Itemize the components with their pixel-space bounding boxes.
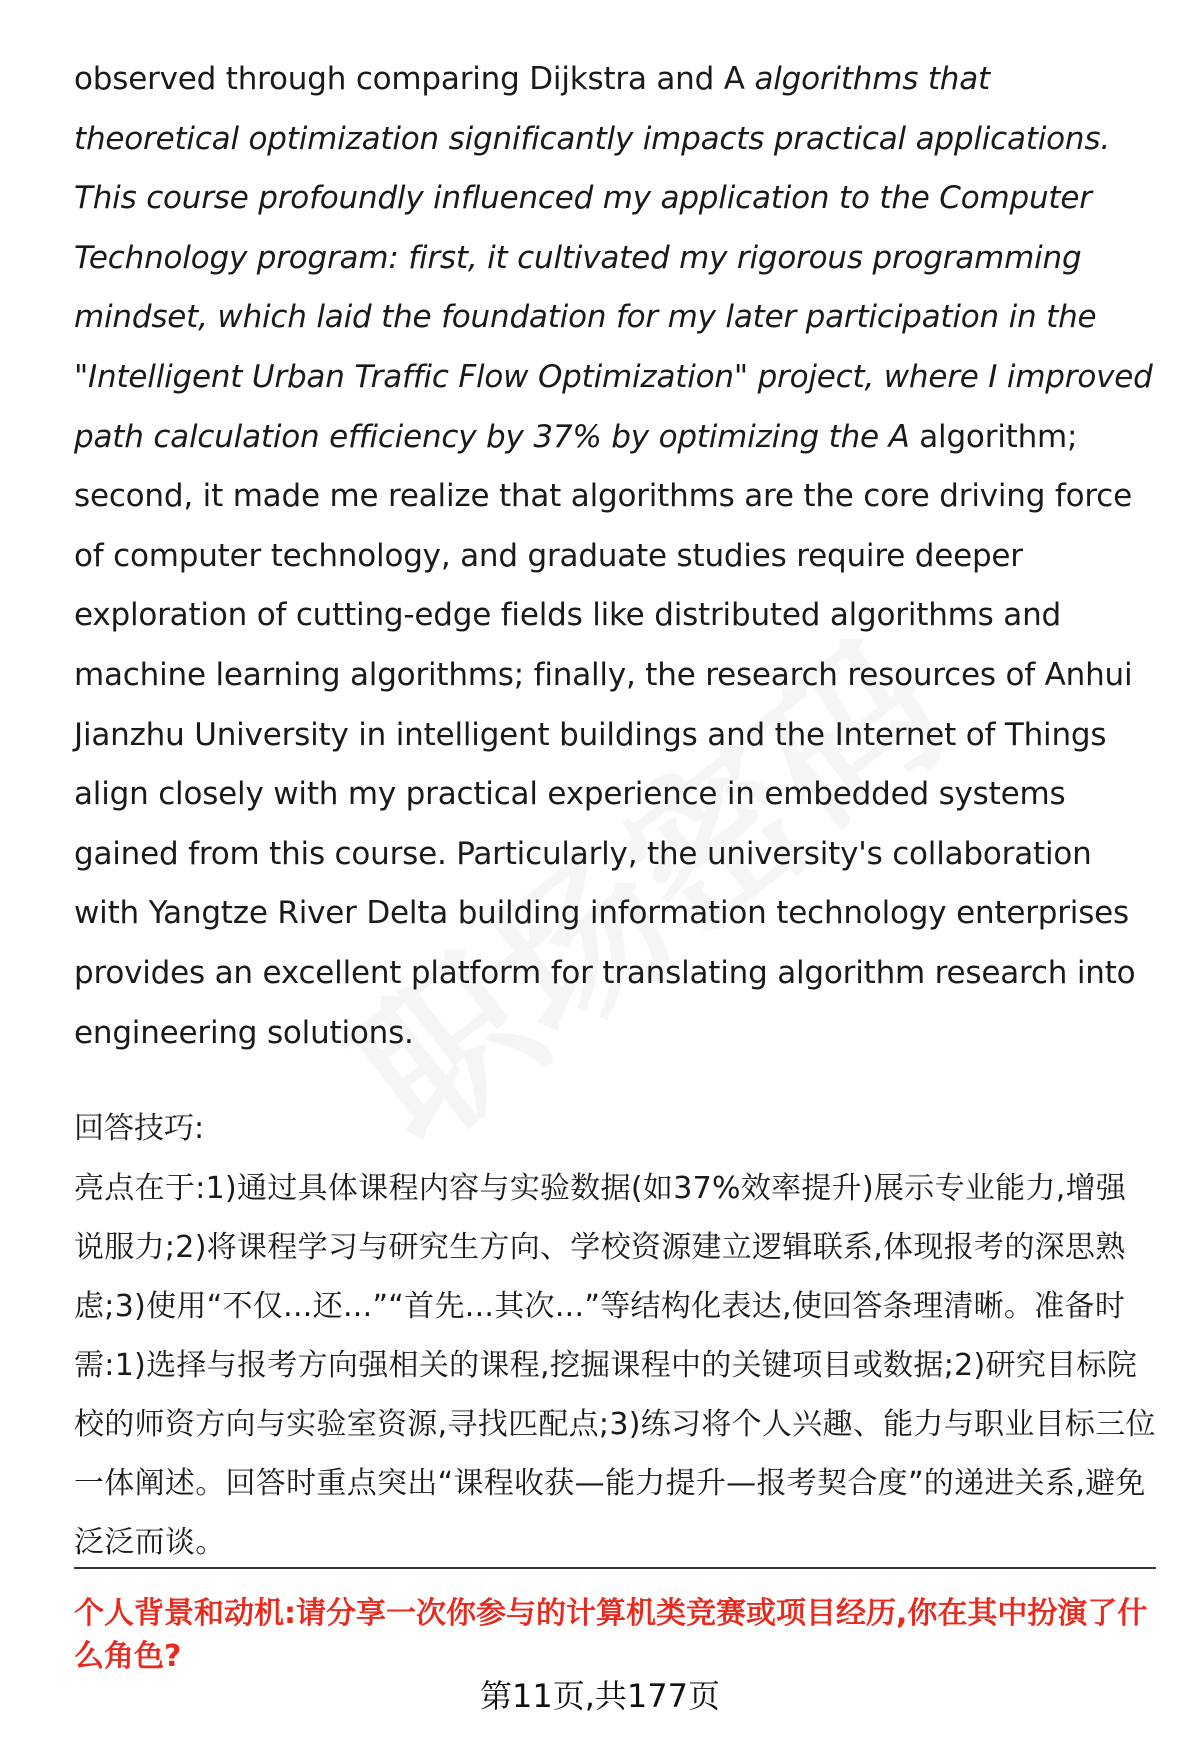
page-number: 第11页,共177页 [480, 1677, 720, 1715]
next-question-heading: 个人背景和动机:请分享一次你参与的计算机类竞赛或项目经历,你在其中扮演了什么角色? [74, 1596, 1148, 1674]
answer-text-regular: observed through comparing Dijkstra and A [74, 61, 755, 97]
page-content [74, 50, 1156, 1572]
answer-text-regular-end: algorithm; second, it made me realize that algorithms are the core driving force of computer technology, and graduate studies require deeper exploration of cutting-edge fields like distributed algorithms and machine learning algorithms; finally, the research resources of Anhui Jianzhu University in intelligent buildings and the Internet of Things align closely with my practical experience in embedded systems gained from this course. Particularly, the university's collaboration with Yangtze River Delta building information technology enterprises provides an excellent platform for translating algorithm research into engineering solutions. [74, 418, 1136, 1051]
tips-title: 回答技巧: [74, 1111, 205, 1147]
answer-paragraph [74, 50, 1156, 1063]
answer-text-italic: algorithms that theoretical optimization significantly impacts practical applications. This course profoundly influenced my application to the Computer Technology program: first, it cultivated my rigorous programming mindset, which laid the foundation for my later participation in the "Intelligent Urban Traffic Flow Optimization" project, where I improved path calculation efficiency by 37% by optimizing the A [74, 61, 1153, 455]
tips-body: 亮点在于:1)通过具体课程内容与实验数据(如37%效率提升)展示专业能力,增强说服力;2)将课程学习与研究生方向、学校资源建立逻辑联系,体现报考的深思熟虑;3)使用“不仅...还...”“首先...其次...”等结构化表达,使回答条理清晰。准备时需:1)选择与报考方向强相关的课程,挖掘课程中的关键项目或数据;2)研究目标院校的师资方向与实验室资源,寻找匹配点;3)练习将个人兴趣、能力与职业目标三位一体阐述。回答时重点突出“课程收获—能力提升—报考契合度”的递进关系,避免泛泛而谈。 [74, 1171, 1156, 1561]
section-divider [74, 1567, 1156, 1569]
